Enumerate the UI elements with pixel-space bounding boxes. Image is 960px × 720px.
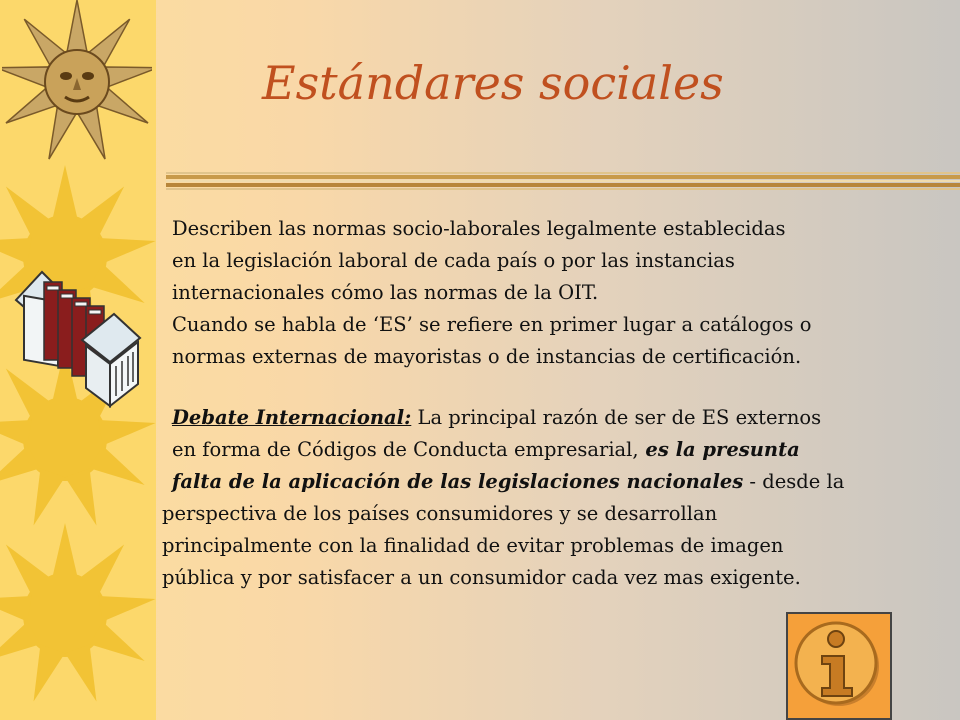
debate-line: principalmente con la finalidad de evitar problemas de imagen (162, 534, 784, 557)
slide-title: Estándares sociales (262, 56, 724, 110)
debate-text: en forma de Códigos de Conducta empresarial, (172, 438, 639, 461)
debate-line (172, 404, 821, 431)
debate-emphasis: es la presunta (638, 438, 800, 461)
sun-icon (0, 520, 160, 710)
sun-face-icon (2, 0, 152, 160)
debate-text: - desde la (743, 470, 845, 493)
title-divider (166, 172, 960, 192)
info-icon[interactable] (786, 612, 892, 720)
intro-line: internacionales cómo las normas de la OIT. (172, 281, 599, 304)
debate-line: perspectiva de los países consumidores y se desarrollan (162, 502, 718, 525)
books-icon (14, 266, 144, 410)
debate-text: La principal razón de ser de ES externos (411, 406, 822, 429)
debate-emphasis: falta de la aplicación de las legislaciones nacionales (172, 470, 744, 493)
intro-line: normas externas de mayoristas o de instancias de certificación. (172, 345, 802, 368)
intro-line: Describen las normas socio-laborales legalmente establecidas (172, 217, 786, 240)
intro-line: en la legislación laboral de cada país o por las instancias (172, 249, 735, 272)
debate-line (172, 468, 844, 495)
intro-line: Cuando se habla de ‘ES’ se refiere en primer lugar a catálogos o (172, 313, 812, 336)
debate-line (172, 436, 800, 463)
debate-line: pública y por satisfacer a un consumidor cada vez mas exigente. (162, 566, 801, 589)
debate-label: Debate Internacional: (172, 406, 412, 429)
